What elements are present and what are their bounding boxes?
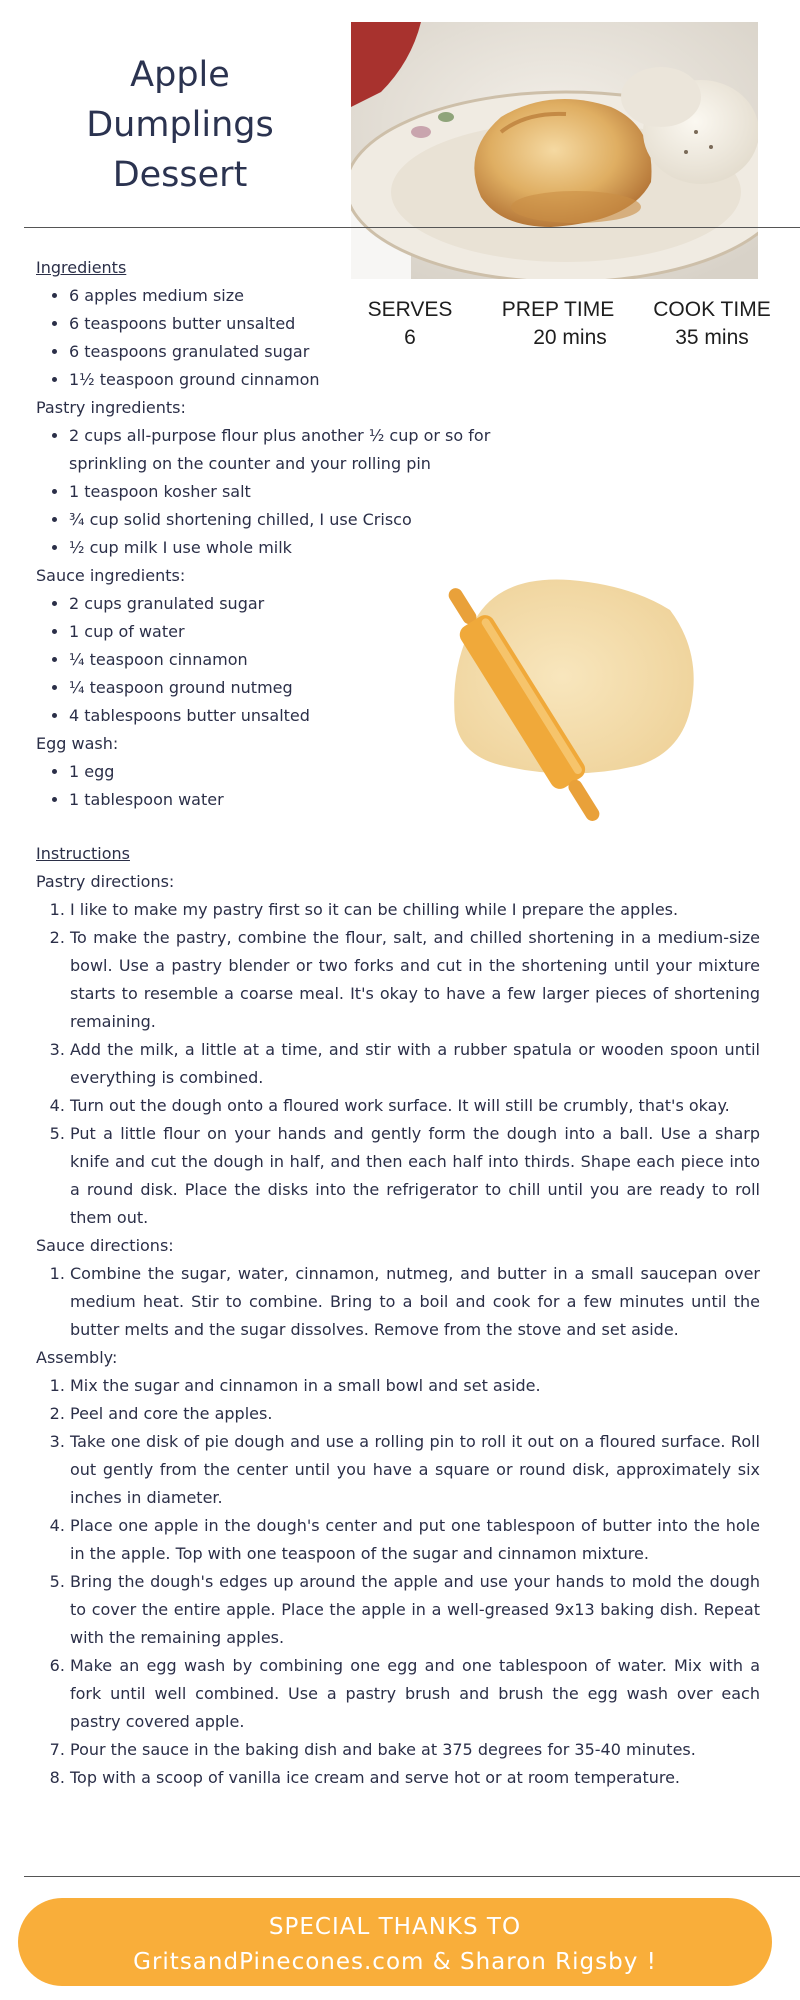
pastry-steps xyxy=(36,896,760,1232)
stat-cook-time xyxy=(652,298,772,350)
list-item: • 1 teaspoon kosher salt xyxy=(69,478,506,506)
list-item: 4. Turn out the dough onto a floured work surface. It will still be crumbly, that's okay. xyxy=(70,1092,760,1120)
list-item: • ¼ teaspoon ground nutmeg xyxy=(69,674,506,702)
title-line: Dessert xyxy=(112,155,248,195)
list-item: • ¼ teaspoon cinnamon xyxy=(69,646,506,674)
list-item: 2. Peel and core the apples. xyxy=(70,1400,760,1428)
list-item: 7. Pour the sauce in the baking dish and bake at 375 degrees for 35-40 minutes. xyxy=(70,1736,760,1764)
list-item: 5. Bring the dough's edges up around the apple and use your hands to mold the dough to cover the entire apple. Place the apple in a well-greased 9x13 baking dish. Repeat with the remaining apples. xyxy=(70,1568,760,1652)
list-item: • ¾ cup solid shortening chilled, I use Crisco xyxy=(69,506,506,534)
pastry-list xyxy=(36,422,506,562)
list-item: 1. I like to make my pastry first so it can be chilling while I prepare the apples. xyxy=(70,896,760,924)
list-item: • 2 cups granulated sugar xyxy=(69,590,506,618)
title-line: Dumplings xyxy=(86,105,274,145)
banner-line-2: GritsandPinecones.com & Sharon Rigsby ! xyxy=(133,1949,657,1975)
list-item: • 1 tablespoon water xyxy=(69,786,506,814)
stat-label: PREP TIME xyxy=(501,298,615,321)
ingredients-heading: Ingredients xyxy=(36,258,127,277)
egg-wash-heading: Egg wash: xyxy=(36,734,119,753)
pastry-ingredients-heading: Pastry ingredients: xyxy=(36,398,186,417)
list-item: • 1½ teaspoon ground cinnamon xyxy=(69,366,506,394)
list-item: • 1 egg xyxy=(69,758,506,786)
stat-value: 6 xyxy=(404,326,416,349)
header-divider xyxy=(24,227,800,228)
list-item: • ½ cup milk I use whole milk xyxy=(69,534,506,562)
instructions-heading: Instructions xyxy=(36,844,130,863)
list-item: 2. To make the pastry, combine the flour, salt, and chilled shortening in a medium-size bowl. Use a pastry blender or two forks and cut in the shortening until your mixture starts to resemble a coarse meal. It's okay to have a few larger pieces of shortening remaining. xyxy=(70,924,760,1036)
dessert-photo-illustration xyxy=(351,22,758,279)
list-item: 1. Mix the sugar and cinnamon in a small bowl and set aside. xyxy=(70,1372,760,1400)
list-item: 8. Top with a scoop of vanilla ice cream and serve hot or at room temperature. xyxy=(70,1764,760,1792)
list-item: • 1 cup of water xyxy=(69,618,506,646)
list-item: • 2 cups all-purpose flour plus another ½ cup or so for sprinkling on the counter and your rolling pin xyxy=(69,422,506,478)
list-item: 3. Take one disk of pie dough and use a rolling pin to roll it out on a floured surface. Roll out gently from the center until you have a square or round disk, approximately six inches in diameter. xyxy=(70,1428,760,1512)
sauce-ingredients-heading: Sauce ingredients: xyxy=(36,566,186,585)
list-item: 6. Make an egg wash by combining one egg and one tablespoon of water. Mix with a fork until well combined. Use a pastry brush and brush the egg wash over each pastry covered apple. xyxy=(70,1652,760,1736)
assembly-heading: Assembly: xyxy=(36,1348,118,1367)
stat-prep-time xyxy=(493,298,623,350)
list-item: 4. Place one apple in the dough's center and put one tablespoon of butter into the hole in the apple. Top with one teaspoon of the sugar and cinnamon mixture. xyxy=(70,1512,760,1568)
assembly-steps xyxy=(36,1372,760,1792)
title-line: Apple xyxy=(130,55,230,95)
footer-divider xyxy=(24,1876,800,1877)
list-item: 5. Put a little flour on your hands and gently form the dough into a ball. Use a sharp knife and cut the dough in half, and then each half into thirds. Shape each piece into a round disk. Place the disks into the refrigerator to chill until you are ready to roll them out. xyxy=(70,1120,760,1232)
dessert-photo xyxy=(351,22,758,279)
rolling-pin-illustration xyxy=(400,570,710,850)
thanks-banner xyxy=(18,1898,772,1986)
recipe-title xyxy=(40,50,320,200)
stat-label: COOK TIME xyxy=(653,298,771,321)
banner-line-1: SPECIAL THANKS TO xyxy=(268,1914,522,1940)
sauce-directions-heading: Sauce directions: xyxy=(36,1236,174,1255)
list-item: 1. Combine the sugar, water, cinnamon, nutmeg, and butter in a small saucepan over medium heat. Stir to combine. Bring to a boil and cook for a few minutes until the butter melts and the sugar dissolves. Remove from the stove and set aside. xyxy=(70,1260,760,1344)
rolling-pin-icon xyxy=(400,570,710,850)
pastry-directions-heading: Pastry directions: xyxy=(36,872,175,891)
list-item: • 6 apples medium size xyxy=(69,282,506,310)
stat-value: 35 mins xyxy=(675,326,749,349)
stat-label: SERVES xyxy=(367,298,453,321)
list-item: • 6 teaspoons butter unsalted xyxy=(69,310,506,338)
apples-list xyxy=(36,282,506,394)
sauce-steps xyxy=(36,1260,760,1344)
list-item: 3. Add the milk, a little at a time, and stir with a rubber spatula or wooden spoon until everything is combined. xyxy=(70,1036,760,1092)
list-item: • 6 teaspoons granulated sugar xyxy=(69,338,506,366)
list-item: • 4 tablespoons butter unsalted xyxy=(69,702,506,730)
instructions-section xyxy=(36,840,760,1792)
stat-value: 20 mins xyxy=(533,326,607,349)
